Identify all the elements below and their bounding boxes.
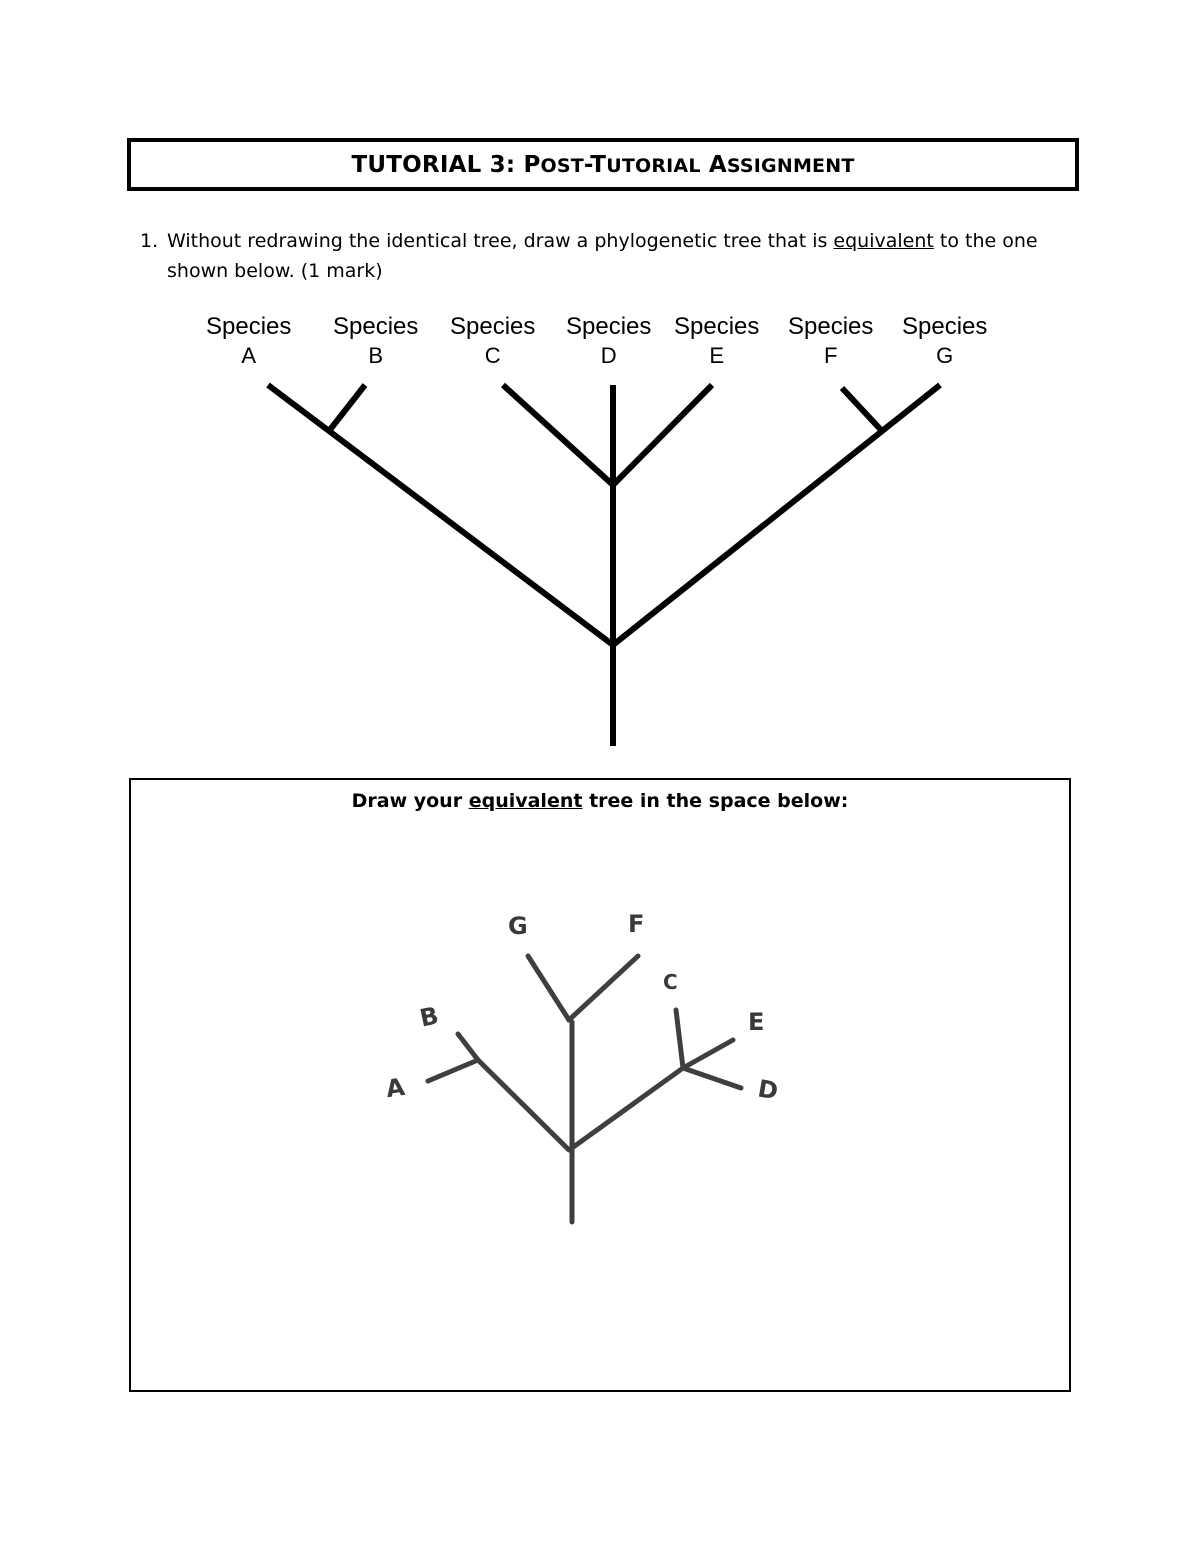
hand-branch-f — [569, 956, 638, 1020]
hand-branch-b — [458, 1034, 478, 1060]
hand-label-e: E — [748, 1008, 765, 1036]
hand-label-g: G — [508, 912, 528, 940]
hand-branch-a — [428, 1060, 478, 1081]
species-label-f: Species F — [788, 313, 874, 368]
species-label-g: Species G — [902, 313, 988, 368]
species-label-b: Species B — [333, 313, 419, 368]
hand-label-f: F — [628, 910, 645, 938]
hand-label-b: B — [417, 1001, 442, 1033]
hand-branch-g — [528, 956, 569, 1020]
hand-branch-d — [683, 1068, 741, 1088]
question-number: 1. — [140, 230, 159, 252]
hand-label-a: A — [384, 1072, 407, 1104]
species-label-c: Species C — [450, 313, 536, 368]
question-text: Without redrawing the identical tree, draw a phylogenetic tree that is equivalent to the one shown below. (1 mark) — [167, 230, 1038, 282]
hand-branch-right — [572, 1068, 683, 1148]
species-label-d: Species D — [566, 313, 652, 368]
species-label-e: Species E — [674, 313, 760, 368]
page-title: TUTORIAL 3: POST-TUTORIAL ASSIGNMENT — [351, 152, 855, 178]
hand-branch-left — [478, 1060, 569, 1150]
hand-label-d: D — [755, 1074, 781, 1106]
species-label-a: Species A — [206, 313, 292, 368]
answer-prompt: Draw your equivalent tree in the space below: — [351, 790, 849, 812]
hand-label-c: C — [663, 970, 678, 994]
hand-branch-c — [676, 1010, 683, 1068]
hand-branch-e — [683, 1040, 733, 1068]
